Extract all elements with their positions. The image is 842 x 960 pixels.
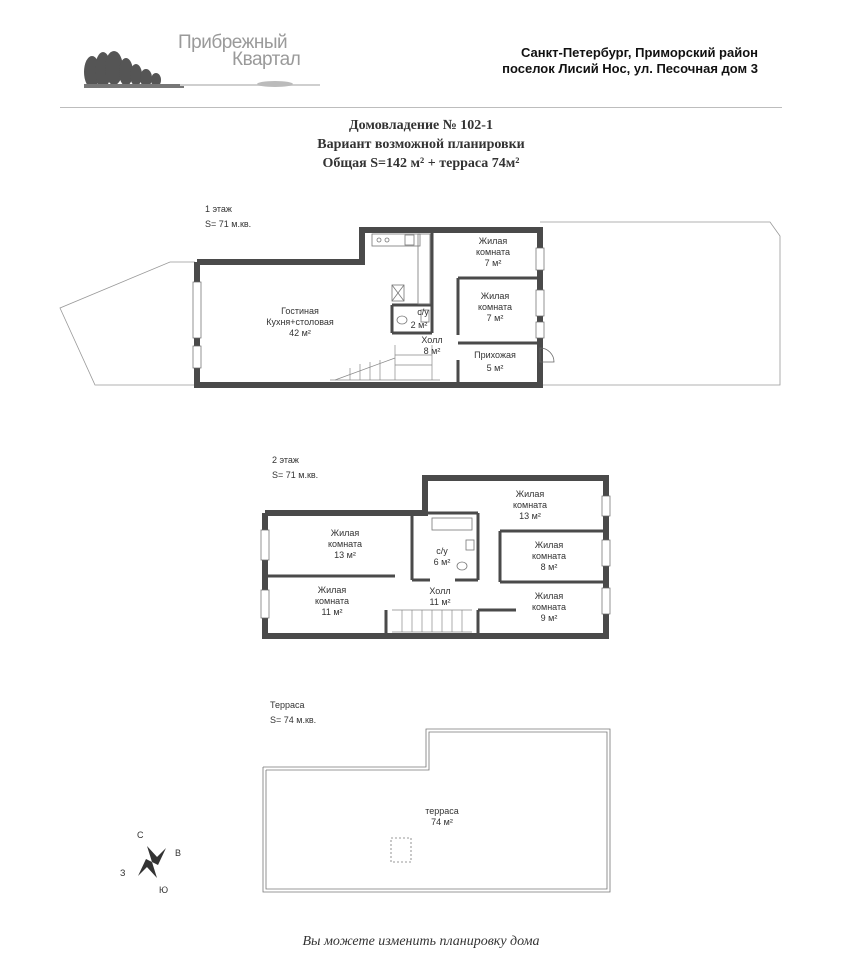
floor1-name: 1 этаж [205, 204, 232, 214]
room-area: 7 м² [486, 313, 504, 323]
room-area: 8 м² [423, 346, 441, 356]
room-label: Холл [421, 335, 443, 345]
room-label: Жилая [534, 591, 564, 601]
room-label: комната [512, 500, 548, 510]
logo-line1: Прибрежный [178, 32, 288, 53]
terrace-heading [270, 700, 316, 726]
room-label: Жилая [480, 291, 510, 301]
room-f1-bed2 [460, 291, 530, 324]
compass-icon [138, 846, 166, 878]
room-f2-bed13a [310, 528, 380, 561]
room-f2-hall [420, 586, 460, 608]
room-label: комната [314, 596, 350, 606]
room-label: комната [475, 247, 511, 257]
title-line3: Общая S=142 м² + терраса 74м² [322, 156, 520, 171]
footer-note: Вы можете изменить планировку дома [302, 934, 540, 949]
room-label: комната [531, 551, 567, 561]
floor2-name: 2 этаж [272, 455, 299, 465]
page-title [0, 116, 842, 173]
room-label: Гостиная [281, 306, 319, 316]
room-f2-bath [422, 546, 462, 568]
room-area: 13 м² [334, 550, 356, 560]
room-label: Жилая [330, 528, 360, 538]
title-line2: Вариант возможной планировки [317, 137, 525, 152]
room-area: 74 м² [431, 817, 453, 827]
room-area: 2 м² [410, 320, 428, 330]
title-line1: Домовладение № 102-1 [349, 118, 493, 133]
room-label: Жилая [478, 236, 508, 246]
compass-north: С [137, 830, 144, 840]
room-f2-bed11 [297, 585, 367, 618]
room-label: Жилая [515, 489, 545, 499]
compass-west: З [120, 868, 126, 878]
room-area: 8 м² [540, 562, 558, 572]
room-living [255, 306, 345, 339]
room-terrace [412, 806, 472, 828]
room-label: Прихожая [474, 350, 516, 360]
room-area: 42 м² [289, 328, 311, 338]
room-f1-bed1 [458, 236, 528, 269]
compass-south: Ю [159, 885, 169, 895]
room-label: комната [327, 539, 363, 549]
floor2-heading [272, 455, 318, 481]
address [502, 45, 758, 77]
address-line1: Санкт-Петербург, Приморский район [520, 45, 758, 60]
compass-east: В [175, 848, 182, 858]
room-area: 5 м² [486, 363, 504, 373]
room-f2-bed9 [514, 591, 584, 624]
room-label: комната [531, 602, 567, 612]
floor2-area: S= 71 м.кв. [272, 470, 319, 480]
room-f2-bed13b [493, 489, 567, 522]
header-divider [60, 107, 782, 108]
logo-text [178, 34, 300, 68]
room-area: 7 м² [484, 258, 502, 268]
room-label: терраса [425, 806, 459, 816]
room-area: 11 м² [429, 597, 451, 607]
room-label: Жилая [317, 585, 347, 595]
room-area: 11 м² [321, 607, 343, 617]
logo-line2: Квартал [232, 49, 301, 70]
room-label: с/у [417, 307, 429, 317]
room-label: с/у [436, 546, 448, 556]
room-area: 6 м² [433, 557, 451, 567]
room-f1-entry [460, 350, 530, 374]
room-label: Кухня+столовая [266, 317, 334, 327]
room-label: комната [477, 302, 513, 312]
room-f1-wc [404, 307, 434, 331]
room-area: 13 м² [519, 511, 541, 521]
room-label: Холл [429, 586, 451, 596]
terrace-name: Терраса [270, 700, 305, 710]
room-area: 9 м² [540, 613, 558, 623]
room-f1-hall [412, 335, 452, 357]
floor1-heading [205, 204, 251, 230]
terrace-area: S= 74 м.кв. [270, 715, 317, 725]
room-f2-bed8 [514, 540, 584, 573]
floor1-plan [60, 222, 780, 385]
address-line2: поселок Лисий Нос, ул. Песочная дом 3 [502, 61, 758, 76]
floor1-area: S= 71 м.кв. [205, 219, 252, 229]
room-label: Жилая [534, 540, 564, 550]
